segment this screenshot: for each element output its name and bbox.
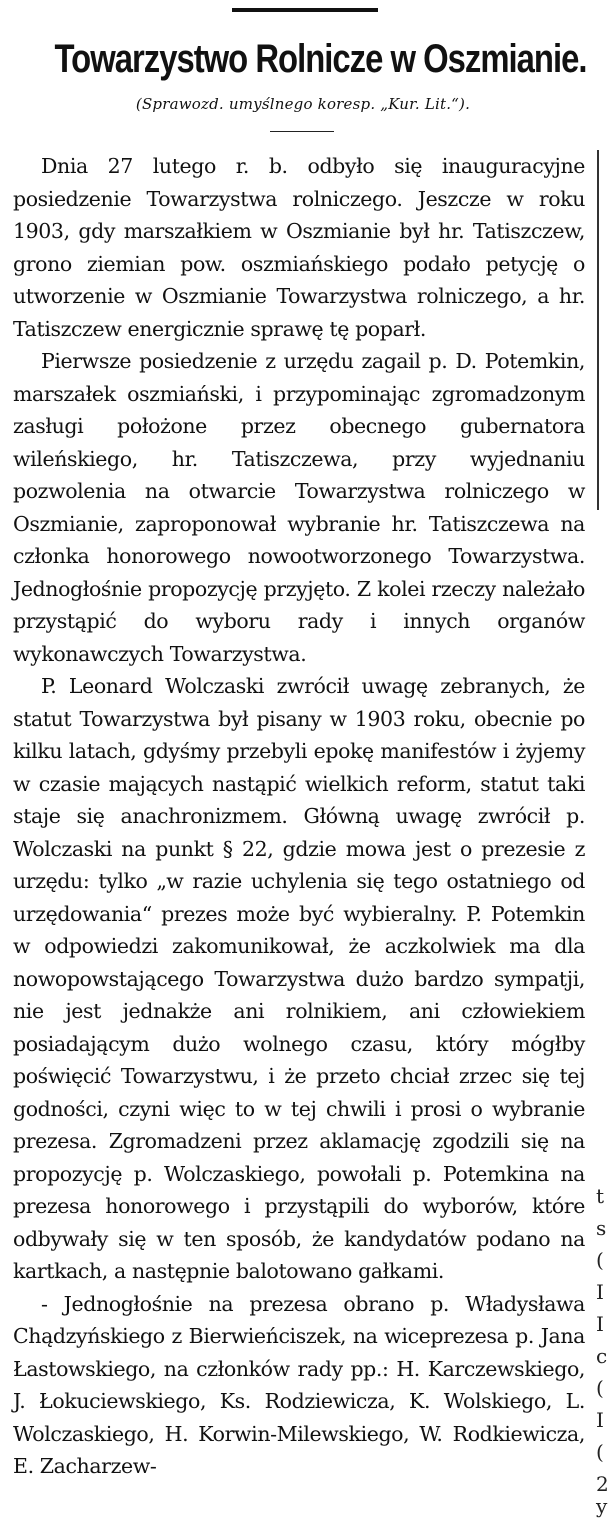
title-separator — [270, 131, 334, 132]
paragraph-2: Pierwsze posiedzenie z urzędu zagail p. D. Potemkin, marszałek oszmiański, i przypominając zgromadzonym zasługi położone przez obecnego gubernatora wileńskiego, hr. Tatiszczewa, przy wyjednaniu pozwolenia na otwarcie Towarzystwa rolniczego w Oszmianie, zaproponował wybranie hr. Tatiszczewa na członka honorowego nowootworzonego Towarzystwa. Jednogłośnie propozycję przyjęto. Z kolei rzeczy należało przystąpić do wyboru rady i innych organów wykonawczych Towarzystwa. — [13, 349, 585, 666]
paragraph-1: Dnia 27 lutego r. b. odbyło się inauguracyjne posiedzenie Towarzystwa rolniczego. Jeszcze w roku 1903, gdy marszałkiem w Oszmianie był hr. Tatiszczew, grono ziemian pow. oszmiańskiego podało petycję o utworzenie w Oszmianie Towarzystwa rolniczego, a hr. Tatiszczew energicznie sprawę tę poparł. — [13, 154, 585, 341]
margin-fragment: y — [596, 1494, 608, 1518]
article-title: Towarzystwo Rolnicze w Oszmianie. — [54, 37, 587, 81]
paragraph-4: - Jednogłośnie na prezesa obrano p. Władysława Chądzyńskiego z Bierwieńciszek, na wiceprezesa p. Jana Łastowskiego, na członków rady pp.: H. Karczewskiego, J. Łokuciewskiego, Ks. Rodziewicza, K. Wolskiego, L. Wolczaskiego, H. Korwin-Milewskiego, W. Rodkiewicza, E. Zacharzew- — [13, 1291, 585, 1478]
margin-fragment: 2 — [596, 1472, 609, 1496]
margin-fragment: s — [596, 1216, 607, 1240]
paragraph-3: P. Leonard Wolczaski zwrócił uwagę zebranych, że statut Towarzystwa był pisany w 1903 roku, obecnie po kilku latach, gdyśmy przebyli epokę manifestów i żyjemy w czasie mających nastąpić wielkich reform, statut taki staje się anachronizmem. Główną uwagę zwrócił p. Wolczaski na punkt § 22, gdzie mowa jest o prezesie z urzędu: tylko „w razie uchylenia się tego ostatniego od urzędowania“ prezes może być wybieralny. P. Potemkin w odpowiedzi zakomunikował, że aczkolwiek ma dla nowopowstającego Towarzystwa dużo bardzo sympatji, nie jest jednakże ani rolnikiem, ani człowiekiem posiadającym dużo wolnego czasu, który mógłby poświęcić Towarzystwu, i że przeto chciał zrzec się tej godności, czyni więc to w tej chwili i prosi o wybranie prezesa. Zgromadzeni przez aklamację zgodzili się na propozycję p. Wolczaskiego, powołali p. Potemkina na prezesa honorowego i przystąpili do wyborów, które odbywały się w ten sposób, że kandydatów podano na kartkach, a następnie balotowano gałkami. — [13, 674, 585, 1283]
margin-fragment: t — [596, 1184, 605, 1208]
article-subtitle: (Sprawozd. umyślnego koresp. „Kur. Lit.“). — [135, 95, 471, 113]
margin-fragment: I — [596, 1280, 604, 1304]
margin-fragment: I — [596, 1408, 604, 1432]
margin-fragment: ( — [596, 1376, 604, 1400]
top-rule — [232, 8, 378, 12]
article-body — [13, 150, 585, 1483]
margin-fragment: ( — [596, 1248, 604, 1272]
margin-fragment: c — [596, 1344, 608, 1368]
margin-fragment: ( — [596, 1440, 604, 1464]
column-rule — [597, 150, 599, 510]
margin-fragment: I — [596, 1312, 604, 1336]
